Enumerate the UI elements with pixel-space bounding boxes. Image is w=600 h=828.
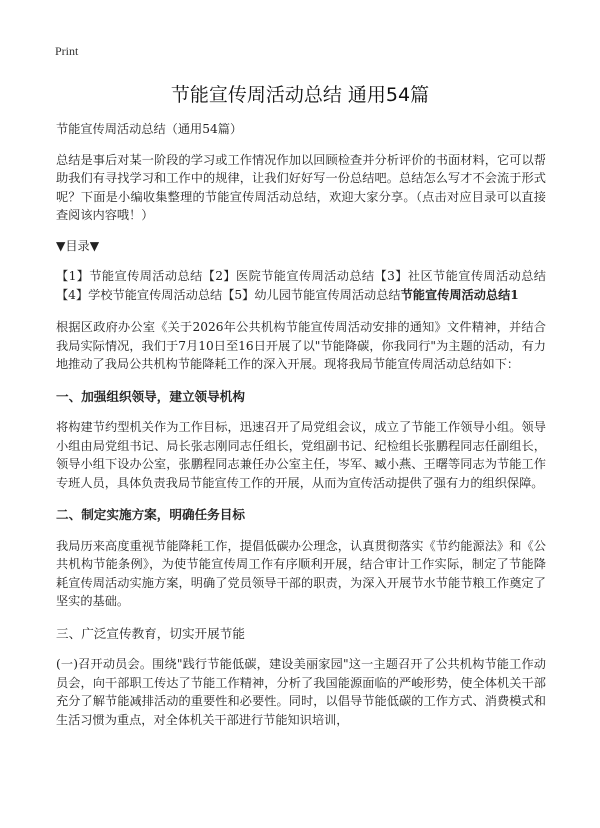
section-heading-2: 二、制定实施方案，明确任务目标 xyxy=(56,507,245,522)
article-body xyxy=(56,120,546,743)
intro-paragraph: 总结是事后对某一阶段的学习或工作情况作加以回顾检查并分析评价的书面材料，它可以帮助我们有寻找学习和工作中的规律，让我们好好写一份总结吧。总结怎么写才不会流于形式呢？下面是小编收集整理的节能宣传周活动总结，欢迎大家分享。（点击对应目录可以直接查阅该内容哦！） xyxy=(56,152,546,222)
print-link[interactable]: Print xyxy=(55,44,79,58)
body-paragraph-3: 我局历来高度重视节能降耗工作，提倡低碳办公理念，认真贯彻落实《节约能源法》和《公共机构节能条例》，为使节能宣传周工作有序顺利开展，结合审计工作实际，制定了节能降耗宣传周活动实施方案，明确了党员领导干部的职责，为深入开展节水节能节粮工作奠定了坚实的基础。 xyxy=(56,538,546,608)
body-paragraph-2: 将构建节约型机关作为工作目标，迅速召开了局党组会议，成立了节能工作领导小组。领导小组由局党组书记、局长张志刚同志任组长，党组副书记、纪检组长张鹏程同志任副组长，领导小组下设办公室，张鹏程同志兼任办公室主任，岑军、臧小燕、王曙等同志为节能工作专班人员，具体负责我局节能宣传工作的开展，从而为宣传活动提供了强有力的组织保障。 xyxy=(56,420,546,490)
toc-link-2[interactable]: 【2】医院节能宣传周活动总结 xyxy=(202,269,375,283)
toc-heading: ▼目录▼ xyxy=(56,238,100,253)
toc-link-1[interactable]: 【1】节能宣传周活动总结 xyxy=(56,269,203,283)
body-paragraph-4: (一)召开动员会。围绕"践行节能低碳，建设美丽家园"这一主题召开了公共机构节能工作动员会，向干部职工传达了节能工作精神，分析了我国能源面临的严峻形势，使全体机关干部充分了解节能减排活动的重要性和必要性。同时，以倡导节能低碳的工作方式、消费模式和生活习惯为重点，对全体机关干部进行节能知识培训， xyxy=(56,657,546,727)
section-heading-1: 一、加强组织领导，建立领导机构 xyxy=(56,388,245,404)
subtitle: 节能宣传周活动总结（通用54篇） xyxy=(56,122,243,136)
section-heading-3: 三、广泛宣传教育，切实开展节能 xyxy=(56,625,245,641)
toc-link-5[interactable]: 【5】幼儿园节能宣传周活动总结 xyxy=(222,287,401,302)
toc-link-4[interactable]: 【4】学校节能宣传周活动总结 xyxy=(56,287,223,302)
page-title: 节能宣传周活动总结 通用54篇 xyxy=(170,84,430,106)
toc-link-3[interactable]: 【3】社区节能宣传周活动总结 xyxy=(374,269,546,283)
article-title: 节能宣传周活动总结1 xyxy=(400,287,519,302)
table-of-contents xyxy=(56,267,546,304)
body-paragraph-1: 根据区政府办公室《关于2026年公共机构节能宣传周活动安排的通知》文件精神，并结合我局实际情况，我们于7月10日至16日开展了以"节能降碳，你我同行"为主题的活动，有力地推动了我局公共机构节能降耗工作的深入开展。现将我局节能宣传周活动总结如下： xyxy=(56,320,546,371)
